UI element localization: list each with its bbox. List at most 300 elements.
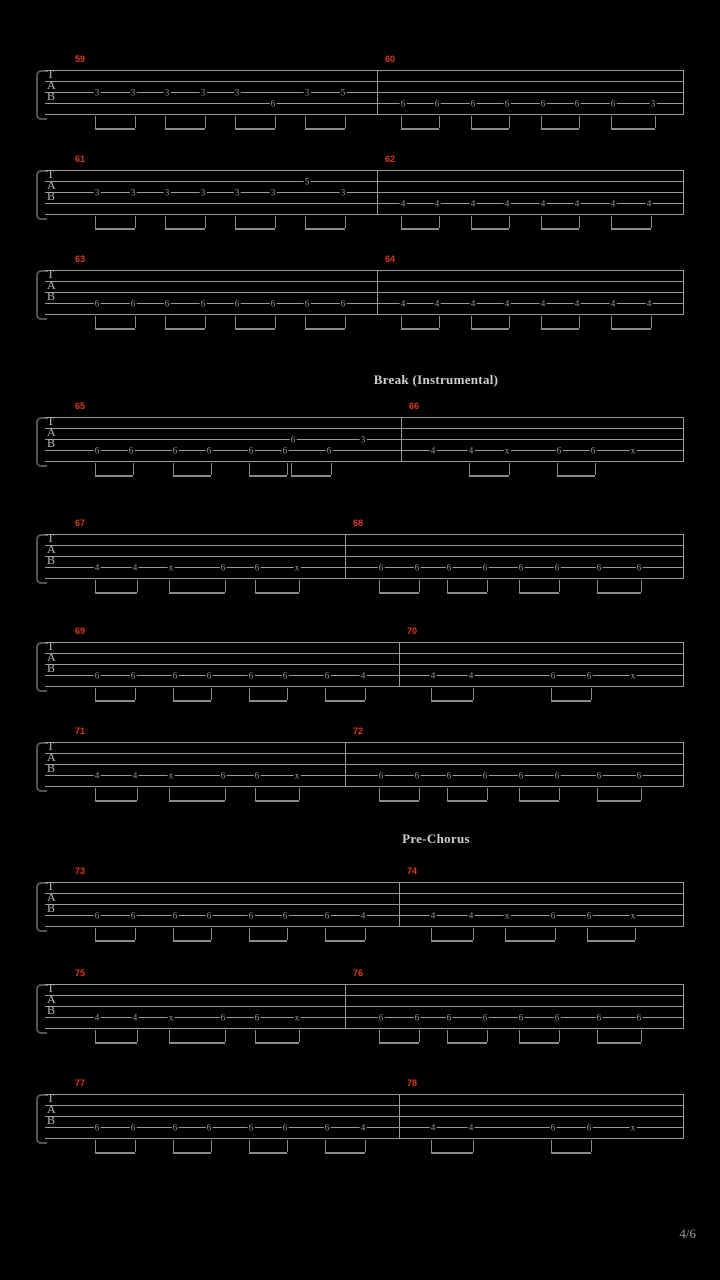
- tab-staff: [45, 267, 684, 316]
- staff-line: [45, 170, 684, 171]
- staff-line: [45, 545, 684, 546]
- staff-line: [45, 775, 684, 776]
- rhythm-stem: [509, 463, 510, 475]
- rhythm-beam: [165, 328, 205, 330]
- barline-end: [683, 417, 684, 462]
- rhythm-stem: [211, 1140, 212, 1152]
- rhythm-beam: [447, 1042, 487, 1044]
- barline-middle: [345, 742, 346, 787]
- tab-note: 6: [234, 298, 240, 309]
- bar-number: 77: [75, 1078, 86, 1088]
- rhythm-beam: [597, 800, 641, 802]
- rhythm-beam: [597, 1042, 641, 1044]
- tab-clef-letter: B: [47, 1003, 56, 1017]
- tab-clef: [47, 881, 61, 927]
- staff-line: [45, 203, 684, 204]
- rhythm-beam: [469, 475, 509, 477]
- rhythm-beam: [95, 228, 135, 230]
- bar-number: 64: [385, 254, 396, 264]
- tab-note: x: [168, 770, 174, 781]
- rhythm-stem: [249, 688, 250, 700]
- tab-note: 6: [610, 98, 616, 109]
- rhythm-stem: [135, 928, 136, 940]
- rhythm-stem: [487, 580, 488, 592]
- staff-line: [45, 926, 684, 927]
- staff-line: [45, 904, 684, 905]
- rhythm-beam: [519, 592, 559, 594]
- rhythm-stem: [275, 216, 276, 228]
- section-title: Pre-Chorus: [402, 831, 470, 846]
- rhythm-beam: [95, 940, 135, 942]
- rhythm-stem: [345, 216, 346, 228]
- rhythm-beam: [519, 1042, 559, 1044]
- rhythm-stem: [287, 1140, 288, 1152]
- staff-line: [45, 292, 684, 293]
- rhythm-stem: [95, 1030, 96, 1042]
- rhythm-beam: [173, 940, 211, 942]
- tab-note: 6: [172, 670, 178, 681]
- staff-line: [45, 786, 684, 787]
- tab-clef-letter: A: [47, 1102, 56, 1116]
- rhythm-stem: [299, 1030, 300, 1042]
- rhythm-beam: [291, 475, 331, 477]
- barline-end: [683, 742, 684, 787]
- staff-line: [45, 81, 684, 82]
- rhythm-stem: [635, 928, 636, 940]
- rhythm-beam: [173, 700, 211, 702]
- tab-note: 4: [132, 562, 138, 573]
- rhythm-beam: [611, 128, 655, 130]
- tab-clef-letter: A: [47, 425, 56, 439]
- rhythm-beam: [401, 128, 439, 130]
- bar-number: 78: [407, 1078, 418, 1088]
- tab-note: 6: [554, 1012, 560, 1023]
- tab-note: 6: [434, 98, 440, 109]
- rhythm-stem: [165, 216, 166, 228]
- staff-line: [45, 214, 684, 215]
- bar-number: 76: [353, 968, 364, 978]
- tab-clef-letter: A: [47, 650, 56, 664]
- staff-line: [45, 417, 684, 418]
- tab-note: 4: [610, 198, 616, 209]
- rhythm-beam: [325, 940, 365, 942]
- rhythm-stem: [299, 788, 300, 800]
- rhythm-stem: [447, 580, 448, 592]
- tab-note: 6: [282, 445, 288, 456]
- tab-note: 6: [94, 670, 100, 681]
- tab-note: 6: [596, 770, 602, 781]
- rhythm-stem: [597, 788, 598, 800]
- rhythm-stem: [509, 316, 510, 328]
- rhythm-stem: [447, 788, 448, 800]
- tab-note: 4: [94, 1012, 100, 1023]
- rhythm-beam: [551, 1152, 591, 1154]
- tab-note: 4: [468, 670, 474, 681]
- staff-line: [45, 1105, 684, 1106]
- tab-note: 6: [248, 445, 254, 456]
- tab-clef-letter: B: [47, 289, 56, 303]
- staff-line: [45, 686, 684, 687]
- barline-end: [683, 642, 684, 687]
- tab-note: 4: [360, 670, 366, 681]
- tab-clef-letter: T: [47, 1091, 55, 1105]
- section-title: Break (Instrumental): [373, 372, 499, 387]
- staff-line: [45, 303, 684, 304]
- rhythm-stem: [345, 116, 346, 128]
- rhythm-beam: [541, 228, 579, 230]
- tab-clef: [47, 533, 61, 579]
- rhythm-stem: [165, 316, 166, 328]
- rhythm-stem: [541, 316, 542, 328]
- rhythm-stem: [595, 463, 596, 475]
- rhythm-stem: [487, 788, 488, 800]
- rhythm-stem: [173, 928, 174, 940]
- tab-clef: [47, 269, 61, 315]
- barline-middle: [399, 882, 400, 927]
- tab-note: 6: [556, 445, 562, 456]
- tab-note: 3: [200, 87, 206, 98]
- tab-note: 6: [282, 910, 288, 921]
- rhythm-stem: [401, 316, 402, 328]
- rhythm-stem: [211, 463, 212, 475]
- rhythm-beam: [541, 328, 579, 330]
- rhythm-beam: [431, 940, 473, 942]
- tab-note: 6: [254, 1012, 260, 1023]
- tab-note: 6: [324, 670, 330, 681]
- rhythm-beam: [551, 700, 591, 702]
- rhythm-stem: [651, 216, 652, 228]
- tab-clef-letter: T: [47, 267, 55, 281]
- rhythm-stem: [559, 788, 560, 800]
- rhythm-stem: [641, 580, 642, 592]
- staff-line: [45, 534, 684, 535]
- rhythm-stem: [225, 788, 226, 800]
- rhythm-beam: [541, 128, 579, 130]
- rhythm-stem: [235, 316, 236, 328]
- rhythm-stem: [541, 216, 542, 228]
- rhythm-beam: [471, 228, 509, 230]
- rhythm-stem: [471, 116, 472, 128]
- tab-note: 3: [270, 187, 276, 198]
- rhythm-stem: [95, 216, 96, 228]
- tab-note: 6: [470, 98, 476, 109]
- rhythm-stem: [95, 788, 96, 800]
- rhythm-stem: [235, 116, 236, 128]
- rhythm-beam: [255, 592, 299, 594]
- rhythm-beam: [255, 800, 299, 802]
- tab-clef-letter: T: [47, 879, 55, 893]
- tab-note: 3: [234, 87, 240, 98]
- rhythm-stem: [135, 216, 136, 228]
- rhythm-beam: [235, 328, 275, 330]
- rhythm-stem: [173, 1140, 174, 1152]
- rhythm-stem: [205, 216, 206, 228]
- rhythm-beam: [173, 475, 211, 477]
- tab-note: x: [294, 562, 300, 573]
- staff-line: [45, 181, 684, 182]
- rhythm-stem: [587, 928, 588, 940]
- tab-note: 4: [132, 770, 138, 781]
- rhythm-beam: [505, 940, 555, 942]
- rhythm-stem: [611, 216, 612, 228]
- rhythm-stem: [379, 788, 380, 800]
- staff-line: [45, 995, 684, 996]
- tab-note: 6: [378, 770, 384, 781]
- bar-number: 70: [407, 626, 418, 636]
- bar-number: 69: [75, 626, 86, 636]
- tab-note: 4: [94, 562, 100, 573]
- rhythm-stem: [591, 1140, 592, 1152]
- tab-staff: [45, 414, 684, 463]
- tab-staff: [45, 981, 684, 1030]
- rhythm-stem: [249, 928, 250, 940]
- tab-note: x: [630, 1122, 636, 1133]
- bar-number: 59: [75, 54, 86, 64]
- staff-line: [45, 461, 684, 462]
- rhythm-stem: [255, 580, 256, 592]
- tab-note: 6: [340, 298, 346, 309]
- tab-note: x: [630, 910, 636, 921]
- tab-clef: [47, 69, 61, 115]
- tab-note: 6: [94, 910, 100, 921]
- staff-line: [45, 1017, 684, 1018]
- rhythm-stem: [419, 1030, 420, 1042]
- tab-note: 6: [130, 1122, 136, 1133]
- tab-note: x: [630, 445, 636, 456]
- tab-note: 6: [482, 1012, 488, 1023]
- tab-note: 6: [128, 445, 134, 456]
- rhythm-stem: [641, 1030, 642, 1042]
- rhythm-stem: [135, 1140, 136, 1152]
- tab-clef-letter: T: [47, 167, 55, 181]
- tab-clef-letter: A: [47, 278, 56, 292]
- rhythm-beam: [471, 328, 509, 330]
- rhythm-stem: [133, 463, 134, 475]
- staff-line: [45, 114, 684, 115]
- rhythm-stem: [249, 463, 250, 475]
- tab-staff: [45, 531, 684, 580]
- barline-middle: [345, 984, 346, 1029]
- tab-note: 6: [550, 670, 556, 681]
- bar-number: 67: [75, 518, 86, 528]
- rhythm-stem: [651, 316, 652, 328]
- tab-clef: [47, 741, 61, 787]
- staff-line: [45, 653, 684, 654]
- tab-clef-letter: A: [47, 78, 56, 92]
- tab-note: 4: [646, 298, 652, 309]
- bar-number: 75: [75, 968, 86, 978]
- tab-note: 6: [94, 298, 100, 309]
- tab-note: 4: [504, 198, 510, 209]
- tab-note: 4: [540, 198, 546, 209]
- staff-line: [45, 642, 684, 643]
- tab-note: 6: [248, 910, 254, 921]
- rhythm-beam: [471, 128, 509, 130]
- rhythm-stem: [287, 928, 288, 940]
- rhythm-beam: [235, 228, 275, 230]
- staff-line: [45, 893, 684, 894]
- rhythm-stem: [287, 463, 288, 475]
- tab-note: 6: [550, 910, 556, 921]
- tab-note: 4: [504, 298, 510, 309]
- tab-note: 4: [430, 1122, 436, 1133]
- tab-note: 6: [586, 670, 592, 681]
- barline-middle: [345, 534, 346, 579]
- tab-note: 6: [324, 1122, 330, 1133]
- rhythm-stem: [597, 580, 598, 592]
- staff-line: [45, 742, 684, 743]
- tab-note: 3: [94, 87, 100, 98]
- tab-clef-letter: A: [47, 542, 56, 556]
- staff-line: [45, 92, 684, 93]
- tab-note: 6: [590, 445, 596, 456]
- tab-staff: [45, 167, 684, 216]
- barline-middle: [377, 70, 378, 115]
- rhythm-beam: [431, 700, 473, 702]
- rhythm-beam: [249, 1152, 287, 1154]
- rhythm-beam: [447, 592, 487, 594]
- tab-clef-letter: B: [47, 761, 56, 775]
- tab-note: 4: [646, 198, 652, 209]
- tab-note: 4: [360, 910, 366, 921]
- tab-note: 4: [470, 198, 476, 209]
- tab-note: 6: [596, 562, 602, 573]
- tab-note: 6: [206, 445, 212, 456]
- staff-line: [45, 1028, 684, 1029]
- rhythm-stem: [299, 580, 300, 592]
- staff-line: [45, 1138, 684, 1139]
- rhythm-beam: [519, 800, 559, 802]
- barline-middle: [401, 417, 402, 462]
- staff-line: [45, 270, 684, 271]
- rhythm-beam: [249, 940, 287, 942]
- rhythm-beam: [95, 128, 135, 130]
- tab-note: 3: [94, 187, 100, 198]
- tab-note: 6: [636, 562, 642, 573]
- rhythm-beam: [255, 1042, 299, 1044]
- tab-note: 6: [200, 298, 206, 309]
- tab-note: x: [630, 670, 636, 681]
- rhythm-beam: [325, 1152, 365, 1154]
- tab-clef-letter: T: [47, 639, 55, 653]
- rhythm-beam: [305, 128, 345, 130]
- tab-note: 6: [636, 1012, 642, 1023]
- bar-number: 65: [75, 401, 86, 411]
- bar-number: 62: [385, 154, 396, 164]
- bar-number: 66: [409, 401, 420, 411]
- tab-note: 4: [540, 298, 546, 309]
- rhythm-stem: [169, 788, 170, 800]
- barline-middle: [399, 642, 400, 687]
- rhythm-stem: [473, 688, 474, 700]
- rhythm-beam: [249, 475, 287, 477]
- tab-note: 6: [130, 910, 136, 921]
- rhythm-stem: [173, 463, 174, 475]
- rhythm-stem: [473, 928, 474, 940]
- rhythm-stem: [95, 688, 96, 700]
- tab-note: 6: [324, 910, 330, 921]
- tab-note: 6: [378, 562, 384, 573]
- rhythm-stem: [591, 688, 592, 700]
- barline-middle: [377, 170, 378, 215]
- tab-clef-letter: T: [47, 739, 55, 753]
- rhythm-beam: [401, 328, 439, 330]
- tab-note: 6: [172, 1122, 178, 1133]
- rhythm-beam: [95, 800, 137, 802]
- tab-note: 6: [206, 1122, 212, 1133]
- rhythm-beam: [95, 328, 135, 330]
- tab-clef-letter: A: [47, 992, 56, 1006]
- rhythm-stem: [579, 216, 580, 228]
- barline-end: [683, 170, 684, 215]
- tab-note: 6: [206, 670, 212, 681]
- rhythm-beam: [165, 128, 205, 130]
- tab-note: 6: [220, 1012, 226, 1023]
- rhythm-stem: [137, 788, 138, 800]
- rhythm-stem: [471, 316, 472, 328]
- rhythm-beam: [95, 700, 135, 702]
- tab-note: 6: [220, 770, 226, 781]
- tab-note: 6: [270, 98, 276, 109]
- tab-clef-letter: B: [47, 553, 56, 567]
- barline-middle: [377, 270, 378, 315]
- tab-note: 6: [554, 562, 560, 573]
- barline-end: [683, 1094, 684, 1139]
- tab-note: 4: [430, 670, 436, 681]
- tab-clef: [47, 983, 61, 1029]
- tab-note: 4: [430, 445, 436, 456]
- rhythm-stem: [419, 788, 420, 800]
- tab-note: 6: [254, 562, 260, 573]
- tab-note: 6: [400, 98, 406, 109]
- rhythm-stem: [401, 216, 402, 228]
- tab-note: 6: [270, 298, 276, 309]
- tab-note: 3: [340, 187, 346, 198]
- rhythm-stem: [447, 1030, 448, 1042]
- tab-clef: [47, 416, 61, 462]
- rhythm-stem: [431, 928, 432, 940]
- barline-end: [683, 882, 684, 927]
- tab-clef-letter: B: [47, 901, 56, 915]
- rhythm-stem: [95, 1140, 96, 1152]
- bar-number: 63: [75, 254, 86, 264]
- staff-line: [45, 567, 684, 568]
- rhythm-stem: [165, 116, 166, 128]
- tab-note: 6: [378, 1012, 384, 1023]
- rhythm-stem: [255, 788, 256, 800]
- tab-note: 6: [130, 670, 136, 681]
- tab-note: x: [168, 562, 174, 573]
- rhythm-beam: [249, 700, 287, 702]
- tab-note: 4: [430, 910, 436, 921]
- tab-note: 3: [164, 187, 170, 198]
- tab-clef: [47, 641, 61, 687]
- bar-number: 60: [385, 54, 396, 64]
- tab-note: 6: [554, 770, 560, 781]
- tab-note: 6: [636, 770, 642, 781]
- tab-clef-letter: B: [47, 436, 56, 450]
- tab-note: 6: [290, 434, 296, 445]
- rhythm-stem: [379, 580, 380, 592]
- tab-note: 6: [414, 562, 420, 573]
- staff-line: [45, 103, 684, 104]
- barline-end: [683, 984, 684, 1029]
- tab-note: 3: [234, 187, 240, 198]
- staff-line: [45, 1006, 684, 1007]
- tab-staff: [45, 639, 684, 688]
- tab-clef-letter: T: [47, 531, 55, 545]
- tab-note: x: [504, 910, 510, 921]
